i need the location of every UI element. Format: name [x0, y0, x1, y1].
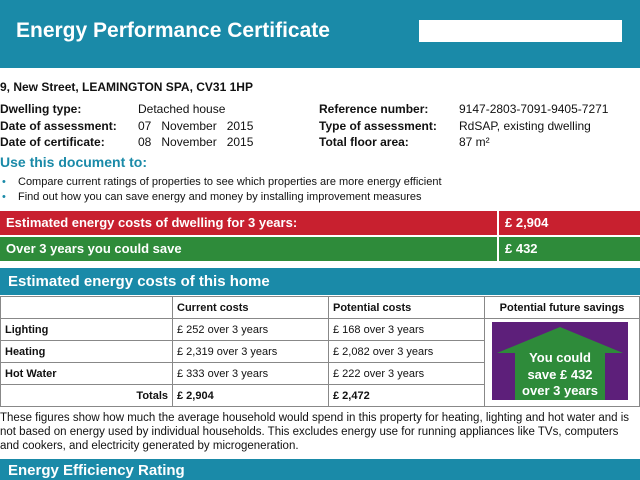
row-label: Hot Water	[1, 363, 173, 385]
details-left	[0, 101, 253, 151]
list-item	[0, 175, 442, 190]
detail-value: 9147-2803-7091-9405-7271	[459, 102, 609, 116]
savings-text	[495, 350, 625, 400]
totals-label: Totals	[1, 385, 173, 407]
bar-divider	[497, 211, 499, 235]
certificate-title: Energy Performance Certificate	[16, 19, 330, 42]
use-document-title: Use this document to:	[0, 154, 148, 170]
total-potential-cell: £ 2,472	[329, 385, 485, 407]
detail-label: Date of certificate:	[0, 135, 105, 149]
potential-savings-bar	[0, 237, 640, 261]
column-header: Potential future savings	[485, 297, 640, 319]
current-cost-cell: £ 2,319 over 3 years	[173, 341, 329, 363]
certificate-date-row	[0, 134, 253, 151]
detail-label: Dwelling type:	[0, 102, 82, 116]
estimated-costs-value: £ 2,904	[505, 215, 549, 230]
rating-section-header	[0, 459, 640, 480]
total-current-cell: £ 2,904	[173, 385, 329, 407]
potential-savings-value: £ 432	[505, 241, 538, 256]
property-address: 9, New Street, LEAMINGTON SPA, CV31 1HP	[0, 80, 253, 94]
potential-cost-cell: £ 2,082 over 3 years	[329, 341, 485, 363]
rating-section-title: Energy Efficiency Rating	[8, 462, 185, 479]
reference-row	[319, 101, 608, 118]
bullet-icon: •	[2, 190, 6, 203]
savings-line: save £ 432	[527, 366, 593, 382]
potential-cost-cell: £ 222 over 3 years	[329, 363, 485, 385]
header-blank-box	[419, 20, 622, 42]
column-header	[1, 297, 173, 319]
floor-area-row	[319, 134, 608, 151]
details-right	[319, 101, 608, 151]
list-item	[0, 190, 442, 205]
bullet-text: Compare current ratings of properties to see which properties are more energy efficient	[18, 176, 442, 188]
row-label: Lighting	[1, 319, 173, 341]
detail-value: 87 m²	[459, 135, 490, 149]
detail-value: Detached house	[138, 102, 226, 116]
estimated-costs-bar	[0, 211, 640, 235]
bullet-icon: •	[2, 176, 6, 188]
use-document-list	[0, 175, 442, 204]
current-cost-cell: £ 333 over 3 years	[173, 363, 329, 385]
costs-section-header	[0, 268, 640, 295]
bullet-text: Find out how you can save energy and money by installing improvement measures	[18, 190, 422, 203]
costs-note: These figures show how much the average household would spend in this property for heating, lighting and hot water and is not based on energy used by individual households. This excludes energy use for running appliances like TVs, computers and cookers, and electricity generated by microgeneration.	[0, 412, 630, 452]
assessment-date-row	[0, 118, 253, 135]
estimated-costs-label: Estimated energy costs of dwelling for 3 years:	[6, 215, 298, 230]
column-header: Current costs	[173, 297, 329, 319]
potential-cost-cell: £ 168 over 3 years	[329, 319, 485, 341]
table-header-row	[1, 297, 640, 319]
assessment-type-row	[319, 118, 608, 135]
detail-value: 07 November 2015	[138, 118, 254, 133]
detail-value: 08 November 2015	[138, 135, 254, 149]
row-label: Heating	[1, 341, 173, 363]
detail-label: Total floor area:	[319, 135, 409, 149]
dwelling-type-row	[0, 101, 253, 118]
savings-line: You could	[529, 350, 591, 365]
current-cost-cell: £ 252 over 3 years	[173, 319, 329, 341]
detail-label: Reference number:	[319, 102, 429, 116]
detail-value: RdSAP, existing dwelling	[459, 118, 591, 133]
savings-line: over 3 years	[522, 383, 598, 398]
detail-label: Date of assessment:	[0, 118, 117, 133]
detail-label: Type of assessment:	[319, 118, 437, 133]
column-header: Potential costs	[329, 297, 485, 319]
bar-divider	[497, 237, 499, 261]
costs-section-title: Estimated energy costs of this home	[8, 273, 270, 290]
potential-savings-label: Over 3 years you could save	[6, 241, 182, 256]
certificate-header	[0, 0, 640, 68]
